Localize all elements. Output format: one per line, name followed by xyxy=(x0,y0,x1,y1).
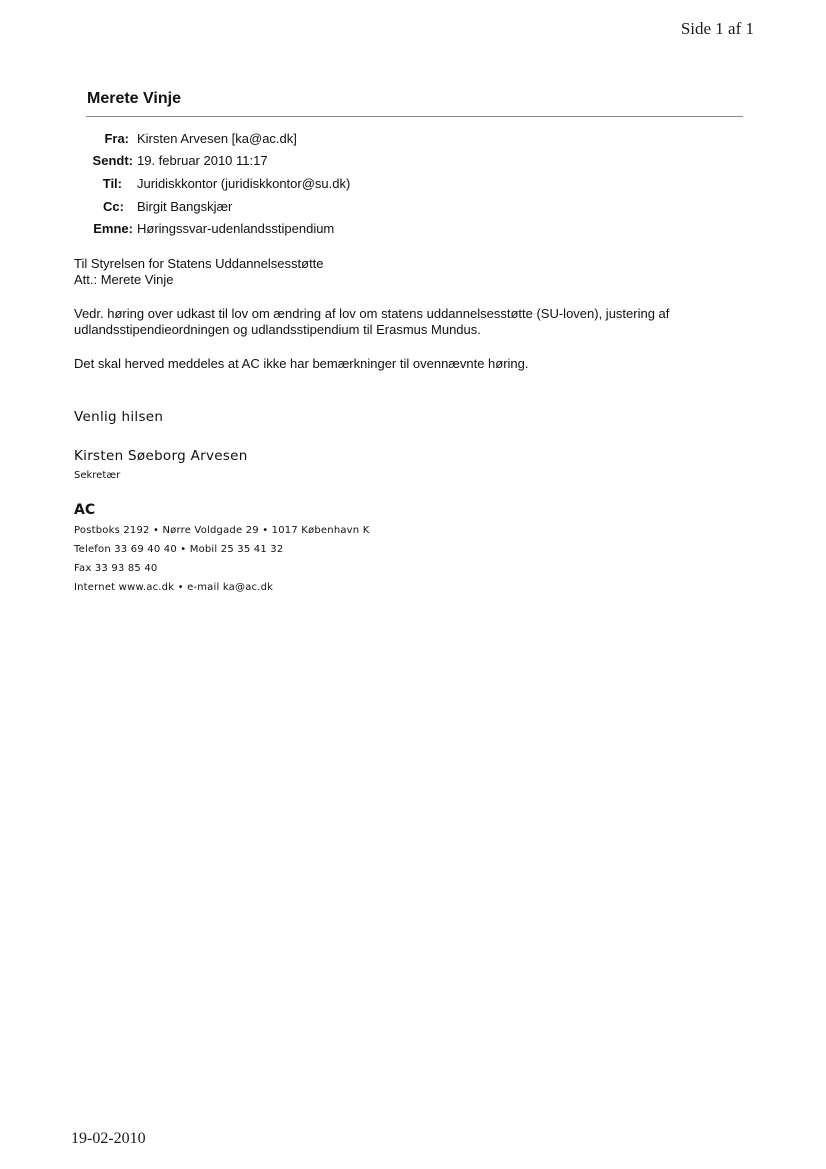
header-row-from xyxy=(89,127,350,150)
attention-line: Att.: Merete Vinje xyxy=(74,271,174,287)
to-value: Juridiskkontor (juridiskkontor@su.dk) xyxy=(137,175,351,191)
email-header xyxy=(89,127,350,240)
subject-line: Vedr. høring over udkast til lov om ændring af lov om statens uddannelsesstøtte (SU-loven), justering af xyxy=(74,306,670,321)
page-number: Side 1 af 1 xyxy=(680,19,754,38)
sent-value: 19. februar 2010 11:17 xyxy=(137,153,268,169)
postal-address: Postboks 2192 • Nørre Voldgade 29 • 1017 København K xyxy=(74,525,370,536)
subject-paragraph xyxy=(74,306,754,337)
closing-greeting: Venlig hilsen xyxy=(74,409,164,425)
footer-date: 19-02-2010 xyxy=(71,1130,146,1147)
cc-value: Birgit Bangskjær xyxy=(137,198,233,214)
subject-line: udlandsstipendieordningen og udlandsstipendium til Erasmus Mundus. xyxy=(74,321,481,337)
cc-label: Cc: xyxy=(103,198,124,214)
sent-label: Sendt: xyxy=(92,153,133,169)
phone-numbers: Telefon 33 69 40 40 • Mobil 25 35 41 32 xyxy=(74,544,284,555)
statement-paragraph: Det skal herved meddeles at AC ikke har bemærkninger til ovennævnte høring. xyxy=(74,356,529,371)
mail-owner-name: Merete Vinje xyxy=(87,90,181,107)
to-label: Til: xyxy=(102,175,122,191)
fax-number: Fax 33 93 85 40 xyxy=(74,563,158,574)
header-row-sent xyxy=(89,150,350,173)
sender-title: Sekretær xyxy=(74,470,121,481)
sender-name: Kirsten Søeborg Arvesen xyxy=(74,448,248,464)
header-row-to xyxy=(89,172,350,195)
internet-contact: Internet www.ac.dk • e-mail ka@ac.dk xyxy=(74,582,274,593)
addressee-block xyxy=(74,256,754,287)
from-label: Fra: xyxy=(104,130,129,146)
organization-name: AC xyxy=(74,502,96,518)
from-value: Kirsten Arvesen [ka@ac.dk] xyxy=(137,130,297,146)
subject-value: Høringssvar-udenlandsstipendium xyxy=(137,221,335,237)
addressee-line: Til Styrelsen for Statens Uddannelsesstøtte xyxy=(74,256,324,271)
header-row-subject xyxy=(89,217,350,240)
header-divider xyxy=(86,116,743,117)
subject-label: Emne: xyxy=(93,221,133,237)
header-row-cc xyxy=(89,195,350,218)
